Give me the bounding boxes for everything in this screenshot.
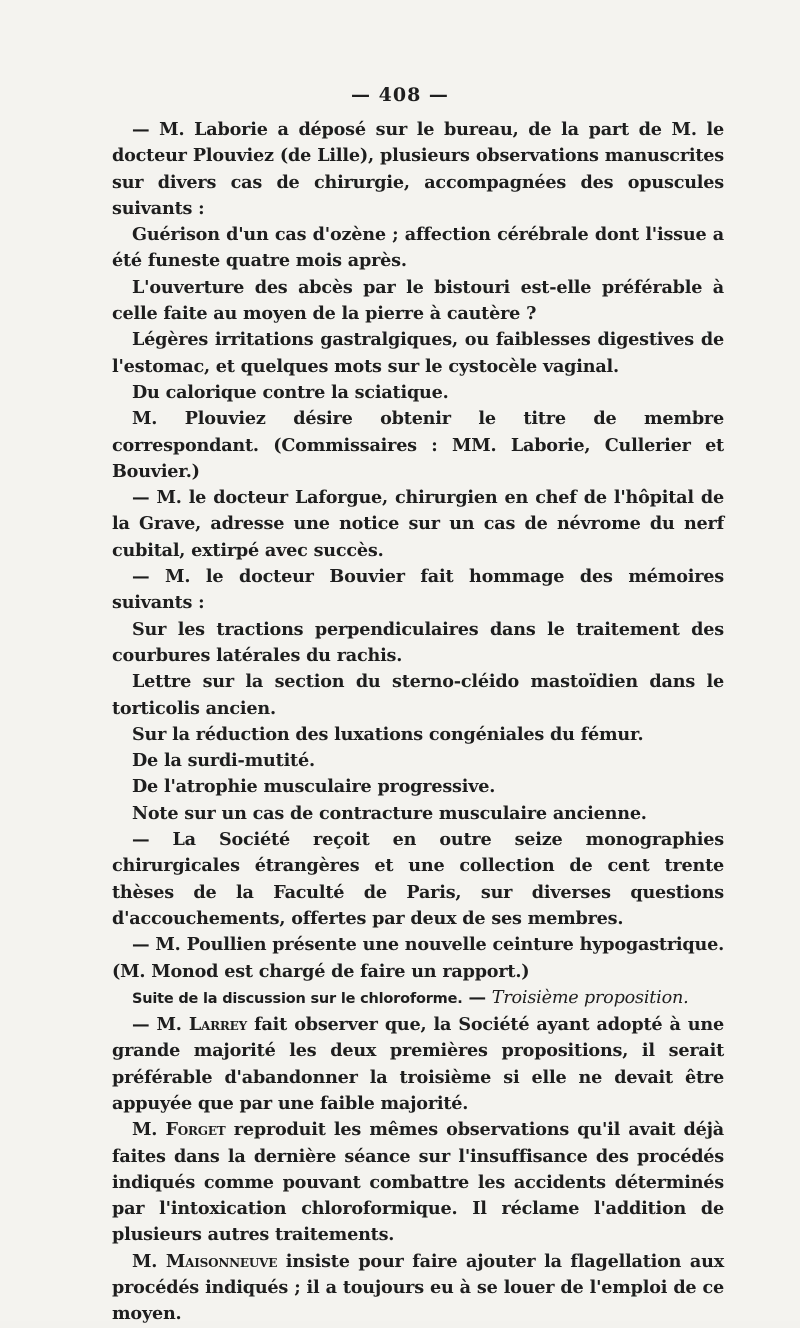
section-heading (112, 985, 724, 1012)
section-heading-dash: — (462, 986, 492, 1008)
text-run: — M. (132, 1014, 189, 1036)
paragraph: — M. le docteur Bouvier fait hommage des mémoires suivants : (112, 566, 724, 614)
text-run: insiste pour faire ajouter la flagellation aux procédés indiqués ; il a toujours eu à se louer de l'emploi de ce moyen. (112, 1250, 724, 1325)
text-run: fait observer que, la Société ayant adopté à une grande majorité les deux premières propositions, il serait préférable d'abandonner la troisième si elle ne devait être appuyée que par une faible majorité. (112, 1014, 724, 1114)
paragraph (112, 1117, 724, 1248)
paragraph: Sur les tractions perpendiculaires dans le traitement des courbures latérales du rachis. (112, 618, 724, 666)
paragraph: — M. Laborie a déposé sur le bureau, de la part de M. le docteur Plouviez (de Lille), plusieurs observations manuscrites sur divers cas de chirurgie, accompagnées des opuscules suivants : (112, 119, 724, 219)
paragraph: — M. Poullien présente une nouvelle ceinture hypogastrique. (M. Monod est chargé de faire un rapport.) (112, 934, 724, 982)
paragraph: De la surdi-mutité. (132, 750, 315, 772)
paragraph (112, 1249, 724, 1328)
text-run: M. (132, 1119, 166, 1141)
paragraph: Lettre sur la section du sterno-cléido mastoïdien dans le torticolis ancien. (112, 671, 724, 719)
paragraph: Guérison d'un cas d'ozène ; affection cérébrale dont l'issue a été funeste quatre mois après. (112, 224, 724, 272)
section-subheading: Troisième proposition. (491, 987, 689, 1008)
paragraph: De l'atrophie musculaire progressive. (132, 776, 496, 798)
page-number: — 408 — (351, 84, 449, 106)
paragraph: Note sur un cas de contracture musculaire ancienne. (132, 802, 647, 824)
speaker-name: Forget (165, 1119, 226, 1141)
body-text (112, 117, 724, 1328)
paragraph: Du calorique contre la sciatique. (132, 381, 449, 403)
paragraph (112, 1012, 724, 1117)
paragraph: Légères irritations gastralgiques, ou faiblesses digestives de l'estomac, et quelques mots sur le cystocèle vaginal. (112, 329, 724, 377)
speaker-name: Larrey (188, 1014, 247, 1036)
section-heading-title: Suite de la discussion sur le chloroforme. (132, 990, 463, 1007)
paragraph: Sur la réduction des luxations congéniales du fémur. (132, 723, 644, 745)
paragraph: L'ouverture des abcès par le bistouri est-elle préférable à celle faite au moyen de la pierre à cautère ? (112, 276, 724, 325)
text-run: M. (132, 1250, 166, 1272)
speaker-name: Maisonneuve (165, 1250, 278, 1272)
text-run: reproduit les mêmes observations qu'il avait déjà faites dans la dernière séance sur l'insuffisance des procédés indiqués comme pouvant combattre les accidents déterminés par l'intoxication chloroformique. Il réclame l'addition de plusieurs autres traitements. (112, 1119, 724, 1246)
paragraph: M. Plouviez désire obtenir le titre de membre correspondant. (Commissaires : MM. Laborie, Cullerier et Bouvier.) (112, 408, 724, 482)
paragraph: — La Société reçoit en outre seize monographies chirurgicales étrangères et une collection de cent trente thèses de la Faculté de Paris, sur diverses questions d'accouchements, offertes par deux de ses membres. (112, 829, 724, 929)
paragraph: — M. le docteur Laforgue, chirurgien en chef de l'hôpital de la Grave, adresse une notice sur un cas de névrome du nerf cubital, extirpé avec succès. (112, 487, 724, 561)
